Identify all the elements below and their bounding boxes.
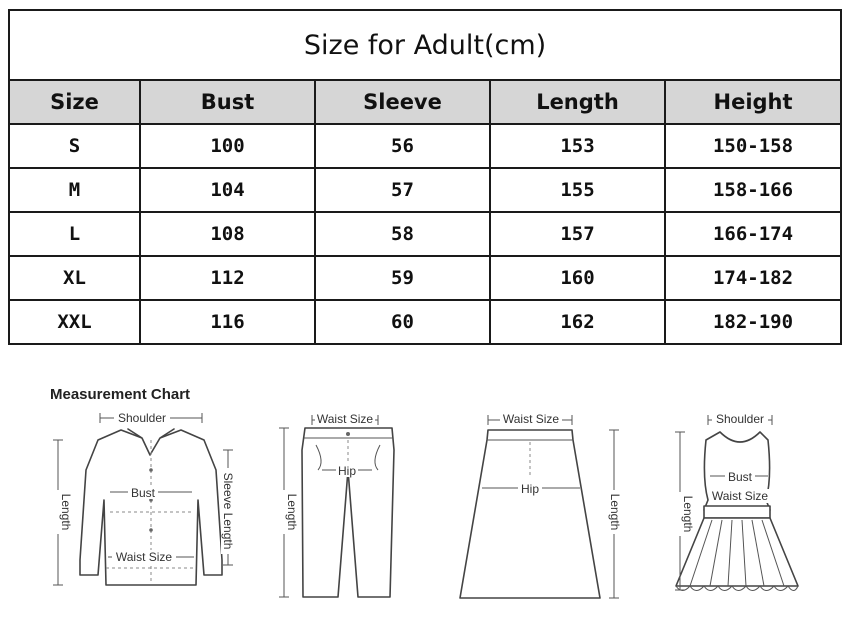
table-cell: 59	[315, 256, 490, 300]
table-cell: L	[9, 212, 140, 256]
table-cell: 162	[490, 300, 665, 344]
table-cell: 174-182	[665, 256, 841, 300]
table-cell: 182-190	[665, 300, 841, 344]
table-row	[9, 168, 841, 212]
shirt-diagram	[51, 411, 235, 585]
dress-diagram	[673, 412, 798, 591]
table-row	[9, 300, 841, 344]
shirt-sleeve-label: Sleeve Length	[221, 472, 235, 550]
shirt-shoulder-label: Shoulder	[117, 411, 167, 425]
table-cell: 155	[490, 168, 665, 212]
column-header: Length	[490, 80, 665, 124]
dress-bust-label: Bust	[727, 470, 753, 484]
table-cell: 160	[490, 256, 665, 300]
skirt-diagram	[460, 412, 622, 598]
pants-diagram	[277, 412, 394, 597]
skirt-length-label: Length	[608, 493, 622, 531]
dress-shoulder-label: Shoulder	[715, 412, 765, 426]
column-header: Sleeve	[315, 80, 490, 124]
shirt-length-label: Length	[59, 493, 73, 531]
shirt-bust-label: Bust	[130, 486, 156, 500]
pants-waist-label: Waist Size	[316, 412, 374, 426]
table-row	[9, 256, 841, 300]
column-header: Size	[9, 80, 140, 124]
pants-length-label: Length	[285, 493, 299, 531]
table-cell: 108	[140, 212, 315, 256]
size-table	[8, 9, 842, 345]
skirt-hip-label: Hip	[520, 482, 540, 496]
skirt-waist-label: Waist Size	[502, 412, 560, 426]
table-cell: XXL	[9, 300, 140, 344]
dress-waist-label: Waist Size	[711, 489, 769, 503]
table-cell: 60	[315, 300, 490, 344]
shirt-waist-label: Waist Size	[115, 550, 173, 564]
measurement-chart-title: Measurement Chart	[50, 386, 191, 403]
table-cell: 157	[490, 212, 665, 256]
table-cell: 56	[315, 124, 490, 168]
table-row	[9, 124, 841, 168]
header-row	[9, 80, 841, 124]
pants-hip-label: Hip	[337, 464, 357, 478]
table-cell: 166-174	[665, 212, 841, 256]
table-row	[9, 212, 841, 256]
table-cell: M	[9, 168, 140, 212]
table-cell: 100	[140, 124, 315, 168]
table-cell: 158-166	[665, 168, 841, 212]
table-cell: 57	[315, 168, 490, 212]
column-header: Bust	[140, 80, 315, 124]
measurement-diagrams	[0, 400, 850, 630]
table-cell: XL	[9, 256, 140, 300]
column-header: Height	[665, 80, 841, 124]
table-title: Size for Adult(cm)	[9, 10, 841, 80]
table-cell: 150-158	[665, 124, 841, 168]
table-cell: S	[9, 124, 140, 168]
table-cell: 116	[140, 300, 315, 344]
table-cell: 104	[140, 168, 315, 212]
table-cell: 58	[315, 212, 490, 256]
table-cell: 153	[490, 124, 665, 168]
dress-length-label: Length	[681, 495, 695, 533]
table-cell: 112	[140, 256, 315, 300]
